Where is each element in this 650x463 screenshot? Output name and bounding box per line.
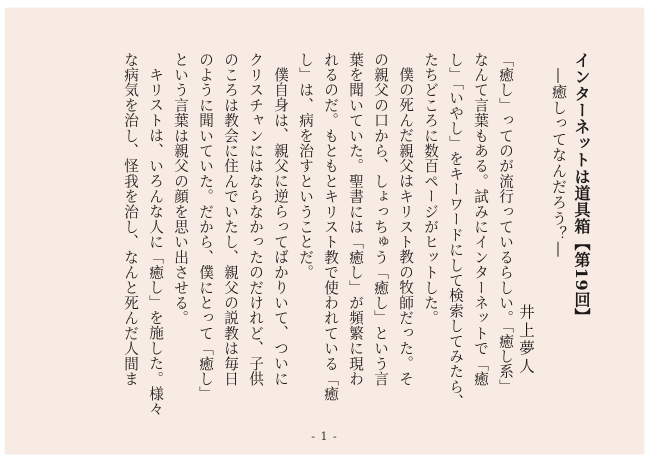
text-column-12: のころは教会に住んでいたし、親父の説教は毎日 bbox=[222, 52, 239, 387]
page-number: - 1 - bbox=[311, 430, 338, 443]
text-column-3: し」「いやし」をキーワードにして検索してみたら、 bbox=[447, 52, 464, 410]
document-page bbox=[5, 8, 644, 454]
article-title: インターネットは道具箱【第19回】 bbox=[572, 52, 591, 325]
text-column-6: の親父の口から、しょっちゅう「癒し」という言 bbox=[372, 52, 389, 387]
author-name: 井上夢人 bbox=[517, 304, 535, 376]
article-subtitle: ―癒しってなんだろう？― bbox=[550, 68, 568, 258]
text-column-13: のように聞いていた。だから、僕にとって「癒し」 bbox=[197, 52, 214, 402]
text-column-5: 僕の死んだ親父はキリスト教の牧師だった。そ bbox=[397, 67, 414, 387]
text-column-14: という言葉は親父の顔を思い出させる。 bbox=[172, 52, 189, 326]
text-column-8: れるのだ。もともとキリスト教で使われている「癒 bbox=[322, 52, 339, 402]
text-column-2: なんて言葉もある。試みにインターネットで「癒 bbox=[472, 52, 489, 387]
text-column-11: クリスチャンにはならなかったのだけれど、子供 bbox=[247, 52, 264, 387]
text-column-16: な病気を治し、怪我を治し、なんと死んだ人間ま bbox=[122, 52, 139, 387]
text-column-1: 「癒し」ってのが流行っているらしい。「癒し系」 bbox=[497, 52, 514, 395]
text-column-15: キリストは、いろんな人に「癒し」を施した。様々 bbox=[147, 67, 164, 417]
text-column-9: し」は、病を治すということだ。 bbox=[297, 52, 314, 280]
text-column-7: 葉を聞いていた。聖書には「癒し」が頻繁に現わ bbox=[347, 52, 364, 387]
text-column-4: たちどころに数百ページがヒットした。 bbox=[422, 52, 439, 326]
text-column-10: 僕自身は、親父に逆らってばかりいて、ついに bbox=[272, 67, 289, 387]
